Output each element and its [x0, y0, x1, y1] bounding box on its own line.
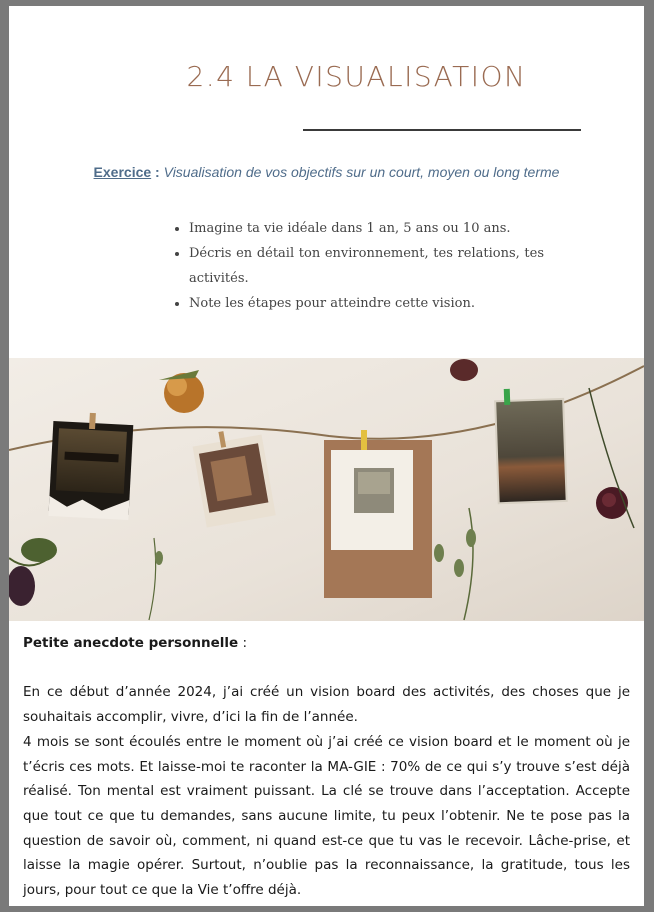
- exercise-description: Visualisation de vos objectifs sur un court, moyen ou long terme: [163, 164, 560, 180]
- exercise-colon: :: [151, 164, 164, 180]
- title-underline-rule: [303, 129, 581, 131]
- anecdote-paragraph-2: 4 mois se sont écoulés entre le moment où j’ai créé ce vision board et le moment où je t’écris ces mots. Et laisse-moi te raconter la MA-GIE : 70% de ce qui s’y trouve s’est déjà réalisé. Ton mental est vraiment puissant. La clé se trouve dans l’acceptation. Accepte que tout ce que tu demandes, sans aucune limite, tu peux l’obtenir. Ne te pose pas la question de savoir où, comment, ni quand est-ce que tu vas le recevoir. Lâche-prise, et laisse la magie opérer. Surtout, n’oublie pas la reconnaissance, la gratitude, tous les jours, pour tout ce que la Vie t’offre déjà.: [23, 733, 630, 899]
- vision-board-photo: [9, 358, 644, 621]
- bullet-item: • Imagine ta vie idéale dans 1 an, 5 ans ou 10 ans.: [189, 216, 544, 241]
- exercise-label: Exercice: [93, 164, 152, 180]
- anecdote-heading-suffix: :: [238, 635, 247, 651]
- anecdote-heading: Petite anecdote personnelle: [23, 635, 239, 651]
- exercise-bullet-list: [175, 216, 544, 316]
- anecdote-paragraph-1: En ce début d’année 2024, j’ai créé un vision board des activités, des choses que je souhaitais accomplir, vivre, d’ici la fin de l’année.: [23, 684, 630, 726]
- bullet-item: • Décris en détail ton environnement, tes relations, tes activités.: [189, 241, 544, 291]
- section-title: 2.4 LA VISUALISATION: [186, 60, 527, 93]
- paragraph-spacer: [23, 656, 630, 681]
- exercise-line: [9, 164, 644, 180]
- anecdote-heading-line: [23, 631, 630, 656]
- bullet-item: • Note les étapes pour atteindre cette vision.: [189, 291, 544, 316]
- anecdote-section: [23, 631, 630, 903]
- document-page: [9, 6, 644, 906]
